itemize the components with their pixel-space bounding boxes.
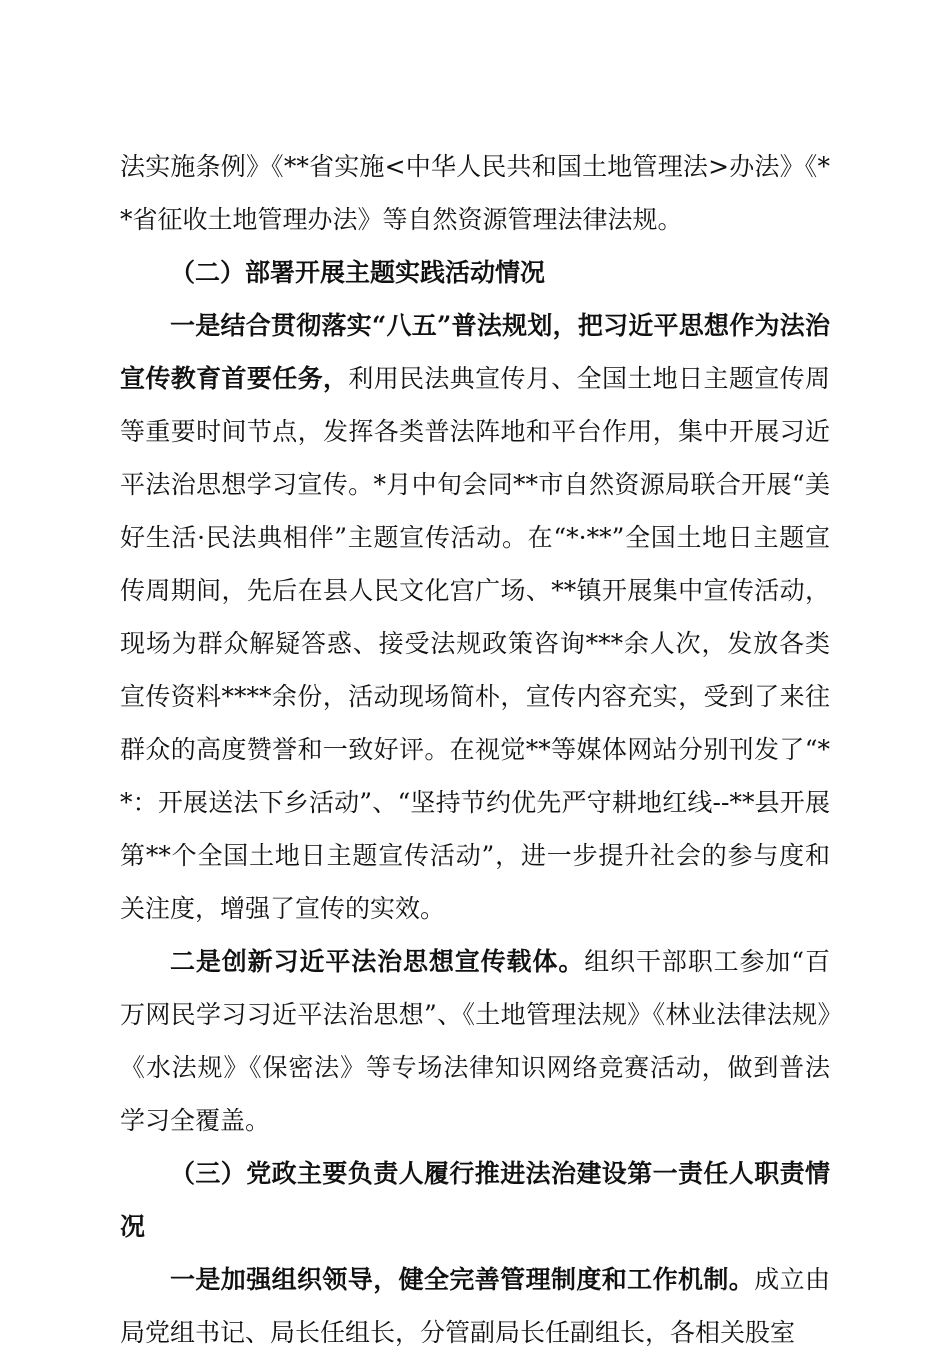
section-heading-3 <box>120 1147 830 1253</box>
section-heading-2 <box>120 246 830 299</box>
paragraph-text: 法实施条例》《**省实施<中华人民共和国土地管理法>办法》《**省征收土地管理办法》等自然资源管理法律法规。 <box>120 152 830 234</box>
paragraph-continuation <box>120 140 830 246</box>
paragraph-text: 组织干部职工参加“百万网民学习习近平法治思想”、《土地管理法规》《林业法律法规》《水法规》《保密法》等专场法律知识网络竞赛活动，做到普法学习全覆盖。 <box>120 947 830 1135</box>
paragraph-second-point <box>120 935 830 1147</box>
paragraph-lead: 二是创新习近平法治思想宣传载体。 <box>170 947 585 976</box>
paragraph-text: 利用民法典宣传月、全国土地日主题宣传周等重要时间节点，发挥各类普法阵地和平台作用，集中开展习近平法治思想学习宣传。*月中旬会同**市自然资源局联合开展“美好生活·民法典相伴”主题宣传活动。在“*·**”全国土地日主题宣传周期间，先后在县人民文化宫广场、**镇开展集中宣传活动，现场为群众解疑答惑、接受法规政策咨询***余人次，发放各类宣传资料****余份，活动现场简朴，宣传内容充实，受到了来往群众的高度赞誉和一致好评。在视觉**等媒体网站分别刊发了“**：开展送法下乡活动”、“坚持节约优先严守耕地红线--**县开展第**个全国土地日主题宣传活动”，进一步提升社会的参与度和关注度，增强了宣传的实效。 <box>120 364 830 923</box>
paragraph-lead: 一是加强组织领导，健全完善管理制度和工作机制。 <box>170 1265 755 1294</box>
heading-text: （三）党政主要负责人履行推进法治建设第一责任人职责情况 <box>120 1159 830 1241</box>
paragraph-lead: 一是结合贯彻落实“八五”普法规划，把习近平思想作为法治宣传教育首要任务， <box>120 311 830 393</box>
document-body <box>120 140 830 1359</box>
heading-text: （二）部署开展主题实践活动情况 <box>170 258 546 287</box>
paragraph-leadership <box>120 1253 830 1359</box>
paragraph-text: 成立由局党组书记、局长任组长，分管副局长任副组长，各相关股室 <box>120 1265 830 1347</box>
paragraph-first-point <box>120 299 830 935</box>
